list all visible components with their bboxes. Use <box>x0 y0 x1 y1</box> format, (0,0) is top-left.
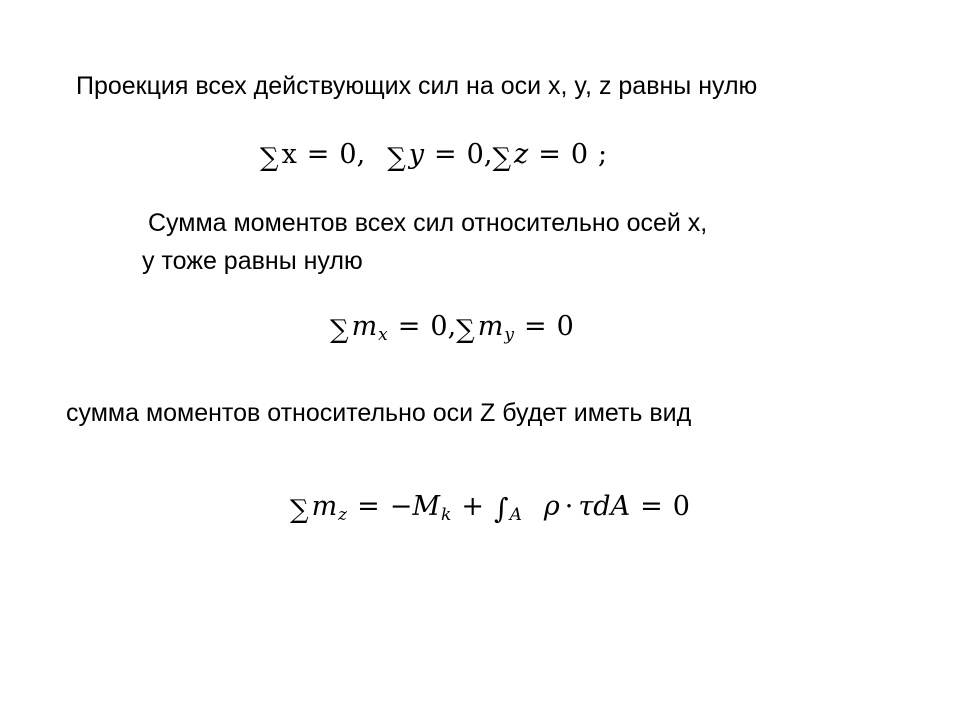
sum-symbol: ∑ <box>387 143 406 173</box>
formula-zero: 0 <box>339 138 357 170</box>
formula-moment-sums <box>330 304 574 348</box>
formula-var: M <box>412 490 441 522</box>
formula-var: m <box>351 310 378 342</box>
formula-z-moment <box>290 482 690 530</box>
integral-symbol: ∫ <box>493 491 509 525</box>
formula-var: τ <box>578 490 594 522</box>
formula-subscript: x <box>378 325 388 345</box>
formula-semicolon: ; <box>598 138 608 170</box>
sum-symbol: ∑ <box>290 495 309 525</box>
formula-subscript: k <box>441 505 452 525</box>
formula-plus: + <box>461 490 484 522</box>
formula-var: ρ <box>543 490 560 522</box>
formula-var: x <box>281 138 297 170</box>
formula-subscript: A <box>509 505 522 525</box>
formula-subscript: y <box>504 325 514 345</box>
formula-equals: = <box>523 310 547 342</box>
paragraph-projections: Проекция всех действующих сил на оси x, y, z равны нулю <box>76 72 758 100</box>
formula-zero: 0 <box>556 310 574 342</box>
formula-equals: = <box>538 138 561 170</box>
formula-zero: 0 <box>430 310 448 342</box>
sum-symbol: ∑ <box>492 143 511 173</box>
formula-var: y <box>408 138 425 170</box>
formula-equals: = <box>357 490 380 522</box>
sum-symbol: ∑ <box>456 315 475 345</box>
formula-force-sums <box>260 132 607 176</box>
formula-comma: , <box>447 310 457 342</box>
formula-zero: 0 <box>672 490 690 522</box>
formula-equals: = <box>434 138 457 170</box>
paragraph-moments-line1: Сумма моментов всех сил относительно осей x, <box>148 209 708 237</box>
formula-equals: = <box>306 138 330 170</box>
sum-symbol: ∑ <box>260 143 279 173</box>
formula-zero: 0 <box>466 138 484 170</box>
formula-comma: , <box>356 138 366 170</box>
formula-dot: · <box>564 490 574 522</box>
formula-var: m <box>477 310 504 342</box>
formula-equals: = <box>397 310 421 342</box>
formula-var: z <box>514 138 529 170</box>
formula-comma: , <box>483 138 493 170</box>
paragraph-z-moment: сумма моментов относительно оси Z будет иметь вид <box>66 399 692 427</box>
formula-zero: 0 <box>570 138 589 170</box>
formula-equals: = <box>640 490 663 522</box>
formula-var: A <box>610 490 631 522</box>
formula-subscript: z <box>338 505 348 525</box>
formula-minus: − <box>389 490 413 522</box>
formula-var: d <box>593 490 611 522</box>
formula-var: m <box>311 490 338 522</box>
paragraph-moments-line2: у тоже равны нулю <box>142 247 363 275</box>
sum-symbol: ∑ <box>330 315 349 345</box>
